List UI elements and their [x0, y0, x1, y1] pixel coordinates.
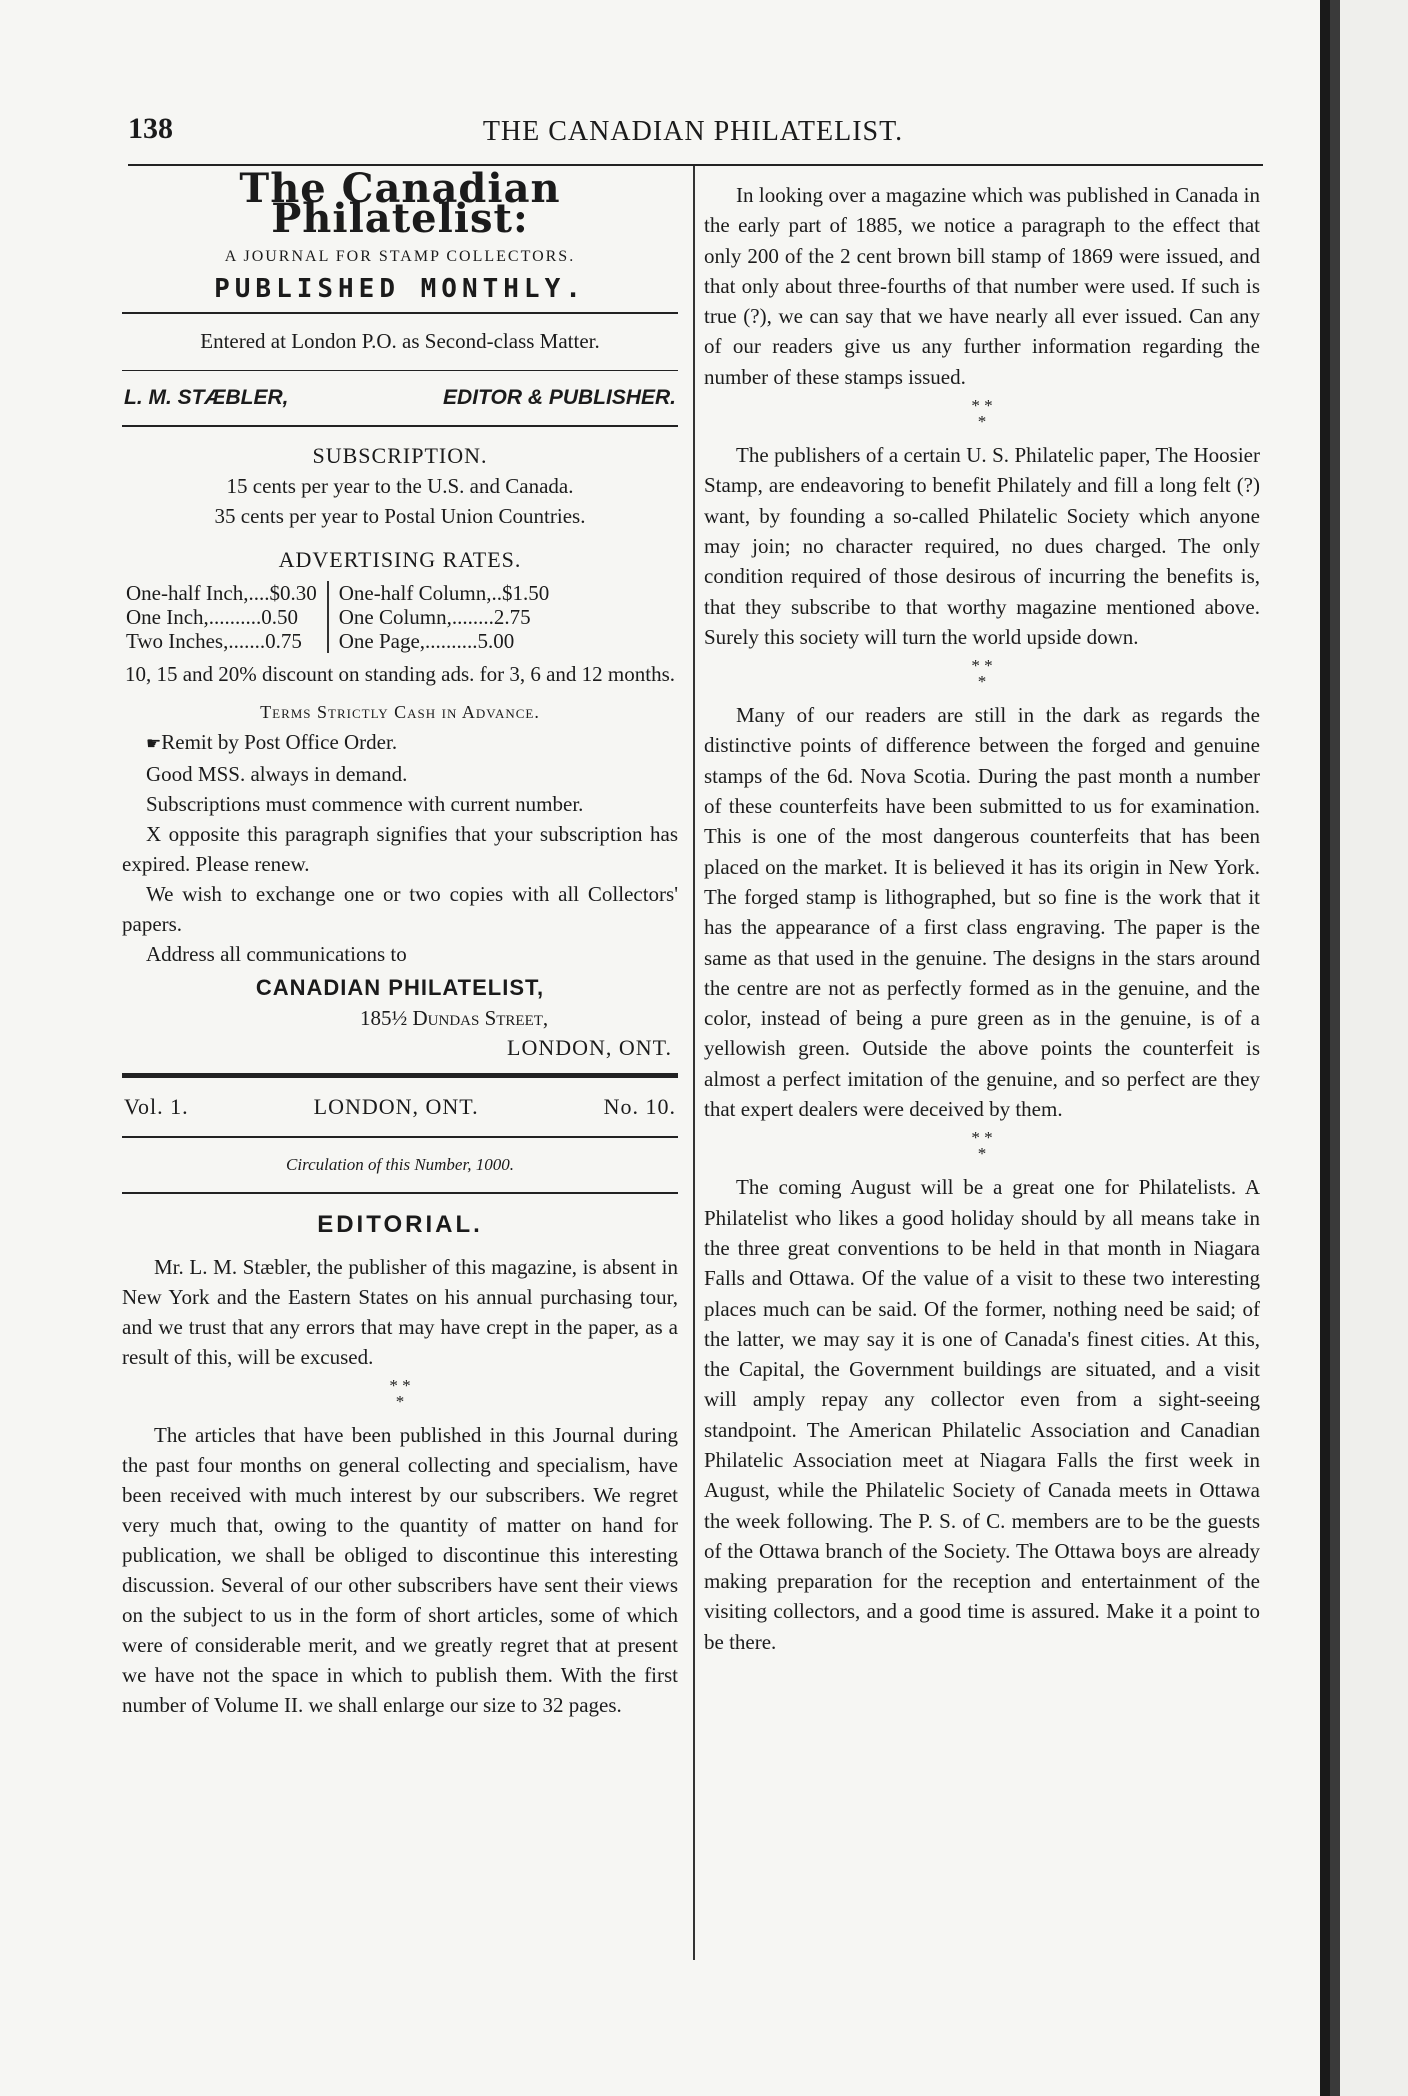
issue-number: No. 10. — [603, 1094, 676, 1119]
column-divider — [693, 166, 695, 1960]
issue-place: LONDON, ONT. — [313, 1094, 479, 1119]
subscription-line: 35 cents per year to Postal Union Countries. — [214, 504, 586, 528]
remit-text: Remit by Post Office Order. — [161, 730, 398, 754]
subscription-heading: SUBSCRIPTION. — [312, 443, 488, 468]
rate-line: One Column,........2.75 — [338, 605, 531, 629]
asterism-bottom: * — [395, 1392, 405, 1411]
asterism-top: * * — [971, 396, 993, 416]
divider — [122, 1192, 678, 1194]
masthead-frequency: PUBLISHED MONTHLY. — [214, 274, 586, 304]
rate-line: One-half Inch,....$0.30 — [126, 581, 317, 605]
divider — [122, 312, 678, 314]
divider — [122, 1073, 678, 1078]
article-paragraph: Many of our readers are still in the dark as regards the distinctive points of difference between the forged and genuine stamps of the 6d. Nova Scotia. During the past month a number of these counterfeits have been submitted to us for examination. This is one of the most dangerous counterfeits that has been placed on the market. It is believed it has its origin in New York. The forged stamp is lithographed, but so fine is the work that it has the appearance of a first class engraving. The paper is the same as that used in the genuine. The designs in the stars around the centre are not as perfectly formed as in the genuine, and the color, instead of being a pure green as in the genuine, is of a yellowish green. Outside the above points the counterfeit is almost a perfect imitation of the genuine, and so perfect are they that expert dealers were deceived by them. — [704, 703, 1260, 1122]
left-column — [122, 166, 678, 1720]
subscription-line: 15 cents per year to the U.S. and Canada. — [226, 474, 574, 498]
asterism-top: * * — [971, 656, 993, 676]
article-paragraph: In looking over a magazine which was published in Canada in the early part of 1885, we notice a paragraph to the effect that only 200 of the 2 cent brown bill stamp of 1869 were issued, and that only about three-fourths of that number were used. If such is true (?), we can say that we have nearly all ever issued. Can any of our readers give us any further information regarding the number of these stamps issued. — [704, 183, 1260, 389]
editorial-paragraph: The articles that have been published in this Journal during the past four months on general collecting and specialism, have been received with much interest by our subscribers. We regret very much that, owing to the quantity of matter on hand for publication, we shall be obliged to discontinue this interesting discussion. Several of our other subscribers have sent their views on the subject to us in the form of short articles, some of which were of considerable merit, and we greatly regret that at present we have not the space in which to publish them. With the first number of Volume II. we shall enlarge our size to 32 pages. — [122, 1423, 678, 1717]
masthead-subtitle: A JOURNAL FOR STAMP COLLECTORS. — [224, 248, 576, 265]
rates-column-right — [329, 581, 554, 653]
commence-notice: Subscriptions must commence with current number. — [146, 792, 584, 816]
mss-notice: Good MSS. always in demand. — [146, 762, 408, 786]
expired-notice: X opposite this paragraph signifies that your subscription has expired. Please renew. — [122, 822, 678, 876]
volume-label: Vol. 1. — [124, 1094, 189, 1119]
address-name: CANADIAN PHILATELIST, — [255, 975, 545, 1000]
asterism-bottom: * — [977, 672, 987, 692]
pointing-hand-icon: ☛ — [146, 734, 162, 753]
asterism-bottom: * — [977, 412, 987, 432]
editor-line — [122, 379, 678, 417]
exchange-notice: We wish to exchange one or two copies with all Collectors' papers. — [122, 882, 678, 936]
rates-column-left — [122, 581, 329, 653]
rate-line: One Inch,..........0.50 — [126, 605, 299, 629]
right-column — [704, 180, 1260, 1657]
advertising-rates-table — [122, 581, 678, 653]
section-separator — [704, 1130, 1260, 1162]
issue-line — [122, 1084, 678, 1128]
article-paragraph: The coming August will be a great one for Philatelists. A Philatelist who likes a good holiday should by all means take in the three great conventions to be held in that month in Niagara Falls and Ottawa. Of the value of a visit to these two interesting places much can be said. Of the former, nothing need be said; of the latter, we may say it is one of Canada's finest cities. At this, the Capital, the Government buildings are situated, and a visit will amply repay any collector even from a sight-seeing standpoint. The American Philatelic Association and Canadian Philatelic Association meet at Niagara Falls the first week in August, while the Philatelic Society of Canada meets in Ottawa the week following. The P. S. of C. members are to be the guests of the Ottawa branch of the Society. The Ottawa boys are already making preparation for the reception and entertainment of the visiting collectors, and a good time is assured. Make it a point to be there. — [704, 1175, 1260, 1654]
editorial-paragraph: Mr. L. M. Stæbler, the publisher of this magazine, is absent in New York and the Eastern States on his annual purchasing tour, and we trust that any errors that may have crept in the paper, as a result of this, will be excused. — [122, 1255, 678, 1369]
rate-line: One Page,..........5.00 — [338, 629, 515, 653]
masthead-title: The Canadian Philatelist: — [239, 165, 561, 242]
editor-name: L. M. STÆBLER, — [124, 386, 289, 409]
asterism-bottom: * — [977, 1144, 987, 1164]
asterism-top: * * — [389, 1376, 411, 1395]
section-separator — [704, 398, 1260, 430]
divider — [122, 1136, 678, 1138]
circulation-note: Circulation of this Number, 1000. — [286, 1155, 514, 1174]
advertising-heading: ADVERTISING RATES. — [278, 547, 522, 572]
remit-notice — [122, 727, 678, 759]
terms-heading: Terms Strictly Cash in Advance. — [260, 702, 540, 722]
address-street: 185½ Dundas Street, — [360, 1006, 549, 1030]
running-title: THE CANADIAN PHILATELIST. — [482, 116, 904, 147]
address-intro: Address all communications to — [146, 942, 407, 966]
rate-line: Two Inches,.......0.75 — [126, 629, 302, 653]
divider — [122, 425, 678, 427]
page-number: 138 — [128, 112, 173, 145]
discount-note: 10, 15 and 20% discount on standing ads. for 3, 6 and 12 months. — [124, 662, 676, 686]
editor-role: EDITOR & PUBLISHER. — [443, 386, 676, 409]
running-head — [128, 112, 1258, 152]
address-city: LONDON, ONT. — [507, 1035, 672, 1060]
editorial-heading: EDITORIAL. — [317, 1211, 483, 1238]
section-separator — [122, 1378, 678, 1410]
asterism-top: * * — [971, 1128, 993, 1148]
section-separator — [704, 658, 1260, 690]
divider — [122, 370, 678, 371]
article-paragraph: The publishers of a certain U. S. Philatelic paper, The Hoosier Stamp, are endeavoring to benefit Philately and fill a long felt (?) want, by founding a so-called Philatelic Society which anyone may join; no character required, no dues charged. The only condition required of those desirous of incurring the benefits is, that they subscribe to that worthy magazine mentioned above. Surely this society will turn the world upside down. — [704, 443, 1260, 649]
adjacent-page-edge — [1340, 0, 1408, 2096]
postal-entry-note: Entered at London P.O. as Second-class Matter. — [200, 329, 600, 353]
rate-line: One-half Column,..$1.50 — [338, 581, 550, 605]
